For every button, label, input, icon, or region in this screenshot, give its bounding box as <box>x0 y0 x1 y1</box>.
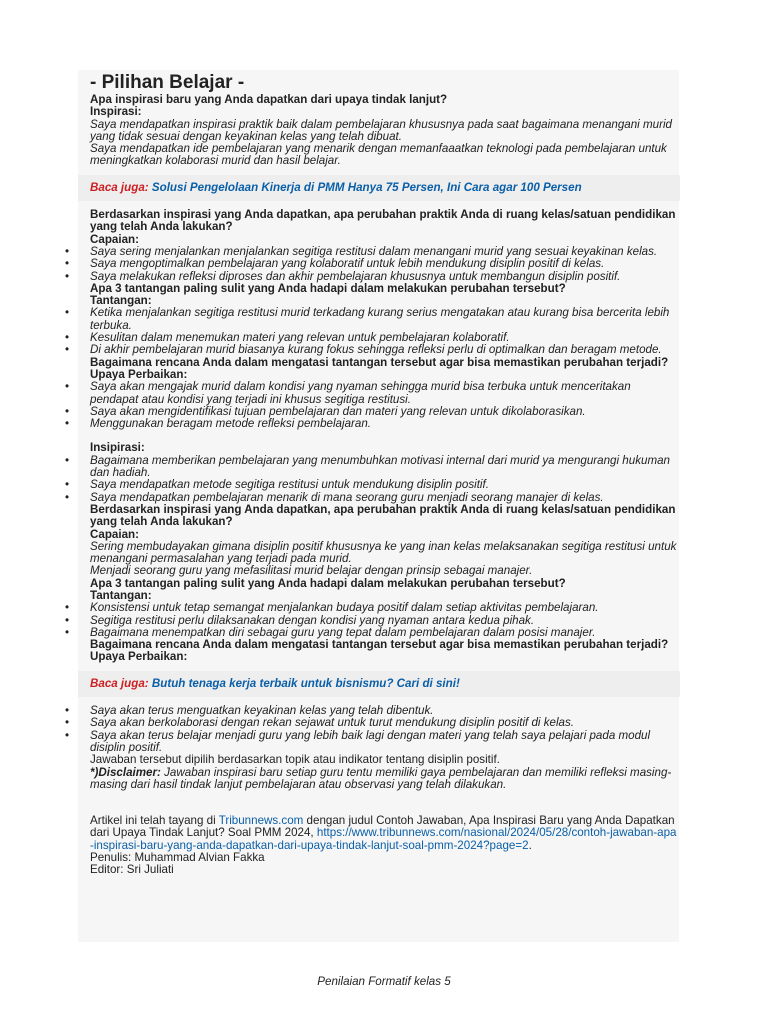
source-prefix: Artikel ini telah tayang di <box>90 814 216 828</box>
article-content <box>90 72 680 877</box>
capaian-line: Menjadi seorang guru yang mefasilitasi murid belajar dengan prinsip sebagai manajer. <box>90 564 533 578</box>
capaian-list <box>90 246 680 283</box>
upaya-list-2 <box>90 705 680 754</box>
disclaimer-label: *)Disclaimer: <box>90 765 161 779</box>
list-item: • Di akhir pembelajaran murid biasanya kurang fokus sehingga refleksi perlu di optimalkan dan beragam metode. <box>90 344 680 356</box>
baca-juga-label: Baca juga: <box>90 676 149 690</box>
capaian-line: Sering membudayakan gimana disiplin positif khususnya ke yang inan kelas melaksanakan segitiga restitusi untuk menangani permasalahan yang terjadi pada murid. <box>90 539 677 566</box>
baca-juga-box-2 <box>78 671 680 697</box>
label-tantangan: Tantangan: <box>90 294 152 308</box>
list-item: • Saya akan mengajak murid dalam kondisi yang nyaman sehingga murid bisa terbuka untuk menceritakan pendapat atau kondisi yang terjadi ini khusus segitiga restitusi. <box>90 381 680 406</box>
list-item: • Saya akan berkolaborasi dengan rekan sejawat untuk turut mendukung disiplin positif di kelas. <box>90 717 680 729</box>
baca-juga-box <box>78 175 680 201</box>
source-title: dengan judul Contoh Jawaban, Apa Inspirasi Baru yang Anda Dapatkan dari Upaya Tindak Lanjut? Soal PMM 2024, <box>90 814 675 840</box>
baca-juga-label: Baca juga: <box>90 180 149 194</box>
label-capaian-2: Capaian: <box>90 527 139 541</box>
spacer <box>90 791 680 815</box>
list-item: • Segitiga restitusi perlu dilaksanakan dengan kondisi yang nyaman antara kedua pihak. <box>90 615 680 627</box>
source-site-link[interactable]: Tribunnews.com <box>218 814 304 828</box>
question-perubahan: Berdasarkan inspirasi yang Anda dapatkan, apa perubahan praktik Anda di ruang kelas/satuan pendidikan yang telah Anda lakukan? <box>90 208 676 234</box>
list-item: • Bagaimana menempatkan diri sebagai guru yang tepat dalam pembelajaran dalam posisi manajer. <box>90 627 680 639</box>
list-item: • Saya mendapatkan pembelajaran menarik di mana seorang guru menjadi seorang manajer di kelas. <box>90 492 680 504</box>
label-tantangan-2: Tantangan: <box>90 588 152 602</box>
writer-credit: Penulis: Muhammad Alvian Fakka <box>90 851 265 865</box>
spacer <box>90 430 680 442</box>
list-item: • Saya akan mengidentifikasi tujuan pembelajaran dan materi yang relevan untuk dikolaborasikan. <box>90 406 680 418</box>
page-title: - Pilihan Belajar - <box>90 72 245 93</box>
tantangan-list-2 <box>90 602 680 639</box>
question-inspirasi: Apa inspirasi baru yang Anda dapatkan dari upaya tindak lanjut? <box>90 93 448 106</box>
source-url-link[interactable]: https://www.tribunnews.com/nasional/2024/05/28/contoh-jawaban-apa-inspirasi-baru-yang-anda-dapatkan-dari-upaya-tindak-lanjut-soal-pmm-2024?page=2 <box>90 826 677 852</box>
question-tantangan: Apa 3 tantangan paling sulit yang Anda hadapi dalam melakukan perubahan tersebut? <box>90 281 566 295</box>
list-item: • Kesulitan dalam menemukan materi yang relevan untuk pembelajaran kolaboratif. <box>90 332 680 344</box>
source-end: . <box>528 838 532 852</box>
disclaimer-text: Jawaban inspirasi baru setiap guru tentu memiliki gaya pembelajaran dan memiliki refleksi masing-masing dari hasil tindak lanjut pembelajaran atau observasi yang telah dilakukan. <box>90 765 672 791</box>
list-item: • Saya melakukan refleksi diproses dan akhir pembelajaran khususnya untuk membangun disiplin positif. <box>90 271 680 283</box>
inspirasi-line: Saya mendapatkan inspirasi praktik baik dalam pembelajaran khususnya pada saat bagaimana menangani murid yang tidak sesuai dengan keyakinan kelas yang telah dibuat. <box>90 117 672 143</box>
list-item: • Saya sering menjalankan menjalankan segitiga restitusi dalam menangani murid yang sesuai keyakinan kelas. <box>90 246 680 258</box>
list-item: • Bagaimana memberikan pembelajaran yang menumbuhkan motivasi internal dari murid ya mengurangi hukuman dan hadiah. <box>90 455 680 480</box>
baca-juga-link[interactable]: Solusi Pengelolaan Kinerja di PMM Hanya 75 Persen, Ini Cara agar 100 Persen <box>151 180 582 194</box>
editor-credit: Editor: Sri Juliati <box>90 863 174 877</box>
label-insipirasi: Insipirasi: <box>90 441 145 455</box>
list-item: • Saya akan terus menguatkan keyakinan kelas yang telah dibentuk. <box>90 705 680 717</box>
question-rencana: Bagaimana rencana Anda dalam mengatasi tantangan tersebut agar bisa memastikan perubahan terjadi? <box>90 355 669 369</box>
list-item: • Saya mendapatkan metode segitiga restitusi untuk mendukung disiplin positif. <box>90 479 680 491</box>
source-credit <box>90 815 680 852</box>
label-upaya: Upaya Perbaikan: <box>90 367 188 381</box>
list-item: • Konsistensi untuk tetap semangat menjalankan budaya positif dalam setiap aktivitas pembelajaran. <box>90 602 680 614</box>
list-item: • Saya mengoptimalkan pembelajaran yang kolaboratif untuk lebih mendukung disiplin positif di kelas. <box>90 258 680 270</box>
list-item: • Menggunakan beragam metode refleksi pembelajaran. <box>90 418 680 430</box>
disclaimer <box>90 767 680 792</box>
page-footer: Penilaian Formatif kelas 5 <box>317 975 451 988</box>
list-item: • Ketika menjalankan segitiga restitusi murid terkadang kurang serius mengatakan atau kurang bisa bercerita lebih terbuka. <box>90 307 680 332</box>
label-upaya-2: Upaya Perbaikan: <box>90 650 188 664</box>
insipirasi-list <box>90 455 680 504</box>
upaya-list <box>90 381 680 430</box>
label-capaian: Capaian: <box>90 232 139 246</box>
baca-juga-link[interactable]: Butuh tenaga kerja terbaik untuk bisnismu? Cari di sini! <box>151 676 460 690</box>
question-tantangan-2: Apa 3 tantangan paling sulit yang Anda hadapi dalam melakukan perubahan tersebut? <box>90 576 566 590</box>
note-text: Jawaban tersebut dipilih berdasarkan topik atau indikator tentang disiplin positif. <box>90 753 500 767</box>
question-perubahan-2: Berdasarkan inspirasi yang Anda dapatkan, apa perubahan praktik Anda di ruang kelas/satuan pendidikan yang telah Anda lakukan? <box>90 502 676 529</box>
question-rencana-2: Bagaimana rencana Anda dalam mengatasi tantangan tersebut agar bisa memastikan perubahan terjadi? <box>90 638 669 652</box>
inspirasi-line: Saya mendapatkan ide pembelajaran yang menarik dengan memanfaaatkan teknologi pada pembelajaran untuk meningkatkan kolaborasi murid dan hasil belajar. <box>90 142 667 168</box>
label-inspirasi: Inspirasi: <box>90 105 142 119</box>
list-item: • Saya akan terus belajar menjadi guru yang lebih baik lagi dengan materi yang telah saya pelajari pada modul disiplin positif. <box>90 730 680 755</box>
tantangan-list <box>90 307 680 356</box>
